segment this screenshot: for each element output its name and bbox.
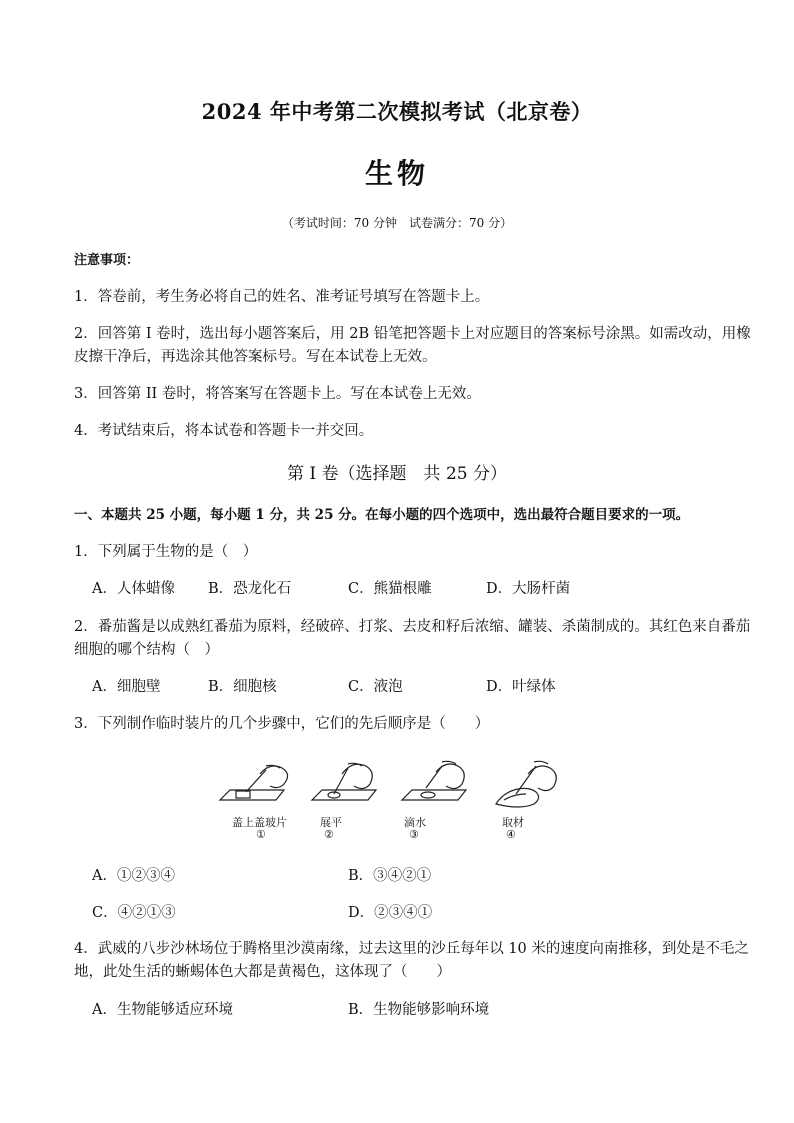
subject-title: 生物 [364, 157, 429, 190]
q1-stem: 1．下列属于生物的是（ ） [74, 544, 258, 560]
q1-option-a: A．人体蜡像 [92, 581, 175, 597]
q4-option-b: B．生物能够影响环境 [348, 1002, 490, 1018]
section-instruction: 一、本题共 25 小题，每小题 1 分，共 25 分。在每小题的四个选项中，选出最符合题目要求的一项。 [74, 507, 690, 523]
section-title: 第 I 卷（选择题 共 25 分） [287, 464, 507, 484]
notes-heading: 注意事项： [74, 253, 140, 268]
slide-preparation-figure [216, 760, 576, 842]
figure-label-3-num: ③ [409, 828, 419, 841]
q3-option-d: D．②③④① [348, 905, 433, 921]
q2-stem-line2: 细胞的哪个结构（ ） [74, 642, 219, 658]
q2-option-a: A．细胞壁 [92, 679, 161, 695]
q3-option-b: B．③④②① [348, 868, 432, 884]
figure-label-drop-water: 滴水 [404, 816, 426, 829]
q3-option-a: A．①②③④ [92, 868, 175, 884]
q4-stem-line2: 地，此处生活的蜥蜴体色大都是黄褐色，这体现了（ ） [74, 964, 451, 980]
cover-slip-drawing [220, 765, 288, 800]
q1-option-c: C．熊猫根雕 [348, 581, 432, 597]
figure-label-spread: 展平 [320, 816, 342, 829]
q2-stem-line1: 2．番茄酱是以成熟红番茄为原料，经破碎、打浆、去皮和籽后浓缩、罐装、杀菌制成的。其红色来自番茄 [74, 619, 751, 635]
figure-label-4-num: ④ [506, 828, 516, 841]
figure-label-2-num: ② [324, 828, 334, 841]
take-material-drawing [496, 761, 556, 807]
q4-stem-line1: 4．武威的八步沙林场位于腾格里沙漠南缘，过去这里的沙丘每年以 10 米的速度向南推移，到处是不毛之 [74, 941, 749, 957]
note-item-2: 2．回答第 I 卷时，选出每小题答案后，用 2B 铅笔把答题卡上对应题目的答案标号涂黑。如需改动，用橡 [74, 326, 751, 342]
exam-title: 2024 年中考第二次模拟考试（北京卷） [201, 99, 593, 124]
q2-option-d: D．叶绿体 [486, 679, 556, 695]
slide-preparation-illustration [216, 760, 576, 812]
q4-option-a: A．生物能够适应环境 [92, 1002, 233, 1018]
note-item-1: 1．答卷前，考生务必将自己的姓名、准考证号填写在答题卡上。 [74, 289, 490, 305]
note-item-4: 4．考试结束后，将本试卷和答题卡一并交回。 [74, 423, 374, 439]
note-item-3: 3．回答第 II 卷时，将答案写在答题卡上。写在本试卷上无效。 [74, 386, 481, 402]
spread-drawing [312, 763, 376, 800]
q1-option-b: B．恐龙化石 [208, 581, 292, 597]
q2-option-b: B．细胞核 [208, 679, 277, 695]
figure-label-take-material: 取材 [502, 816, 524, 829]
q3-stem: 3．下列制作临时装片的几个步骤中，它们的先后顺序是（ ） [74, 716, 490, 732]
exam-meta: （考试时间：70 分钟 试卷满分：70 分） [281, 216, 513, 230]
note-item-2-cont: 皮擦干净后，再选涂其他答案标号。写在本试卷上无效。 [74, 349, 437, 365]
figure-label-1-num: ① [256, 828, 266, 841]
drop-water-drawing [402, 761, 466, 800]
q1-option-d: D．大肠杆菌 [486, 581, 571, 597]
figure-label-cover-slip: 盖上盖玻片 [232, 816, 287, 829]
q3-option-c: C．④②①③ [92, 905, 176, 921]
q2-option-c: C．液泡 [348, 679, 403, 695]
